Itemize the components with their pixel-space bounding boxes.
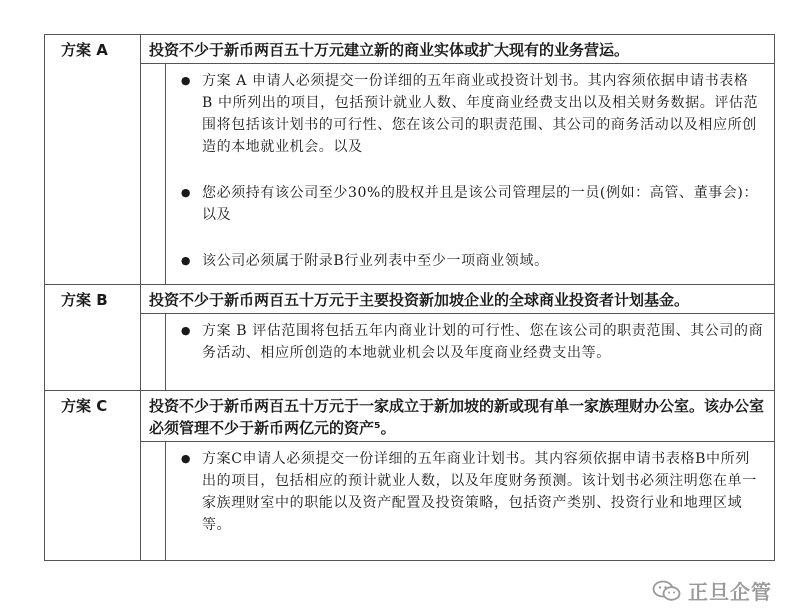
investment-options-table xyxy=(44,34,775,561)
scheme-body xyxy=(141,64,774,284)
bullet-icon: ● xyxy=(180,254,192,267)
scheme-heading: 投资不少于新币两百五十万元于主要投资新加坡企业的全球商业投资者计划基金。 xyxy=(141,285,774,314)
bullet-text: 方案 A 申请人必须提交一份详细的五年商业或投资计划书。其内容须依据申请书表格 B 中所列出的项目，包括预计就业人数、年度商业经费支出以及相关财务数据。评估范围将包括该计划书的可行性、您在该公司的职责范围、其公司的商务活动以及相应所创造的本地就业机会。以及 xyxy=(202,73,759,155)
scheme-content xyxy=(141,391,775,560)
bullet-list xyxy=(166,314,774,390)
scheme-label: 方案 A xyxy=(45,35,141,284)
scheme-label: 方案 C xyxy=(45,391,141,560)
bullet-text: 您必须持有该公司至少30%的股权并且是该公司管理层的一员(例如：高管、董事会)：以及 xyxy=(202,185,759,223)
scheme-row-b xyxy=(45,285,775,391)
bullet-list xyxy=(166,64,774,284)
wechat-icon xyxy=(652,579,682,603)
scheme-body xyxy=(141,442,774,560)
bullet-icon: ● xyxy=(180,74,192,87)
scheme-heading: 投资不少于新币两百五十万元于一家成立于新加坡的新或现有单一家族理财办公室。该办公室必须管理不少于新币两亿元的资产⁵。 xyxy=(141,391,774,442)
bullet-item xyxy=(170,320,764,364)
scheme-content xyxy=(141,35,775,284)
scheme-content xyxy=(141,285,775,390)
watermark xyxy=(652,576,772,605)
bullet-item xyxy=(170,250,764,272)
bullet-icon: ● xyxy=(180,452,192,465)
bullet-item xyxy=(170,182,764,226)
bullet-icon: ● xyxy=(180,186,192,199)
watermark-text: 正旦企管 xyxy=(688,580,772,604)
scheme-heading: 投资不少于新币两百五十万元建立新的商业实体或扩大现有的业务营运。 xyxy=(141,35,774,64)
scheme-row-a xyxy=(45,35,775,285)
scheme-label: 方案 B xyxy=(45,285,141,390)
scheme-body xyxy=(141,314,774,390)
bullet-item xyxy=(170,70,764,158)
bullet-text: 方案C申请人必须提交一份详细的五年商业计划书。其内容须依据申请书表格B中所列出的项目，包括相应的预计就业人数，以及年度财务预测。该计划书必须注明您在单一家族理财室中的职能以及资产配置及投资策略，包括资产类别、投资行业和地理区域等。 xyxy=(202,451,757,533)
bullet-icon: ● xyxy=(180,324,192,337)
scheme-row-c xyxy=(45,391,775,561)
bullet-text: 该公司必须属于附录B行业列表中至少一项商业领域。 xyxy=(202,253,549,269)
bullet-item xyxy=(170,448,764,536)
bullet-list xyxy=(166,442,774,560)
bullet-text: 方案 B 评估范围将包括五年内商业计划的可行性、您在该公司的职责范围、其公司的商务活动、相应所创造的本地就业机会以及年度商业经费支出等。 xyxy=(202,323,764,361)
